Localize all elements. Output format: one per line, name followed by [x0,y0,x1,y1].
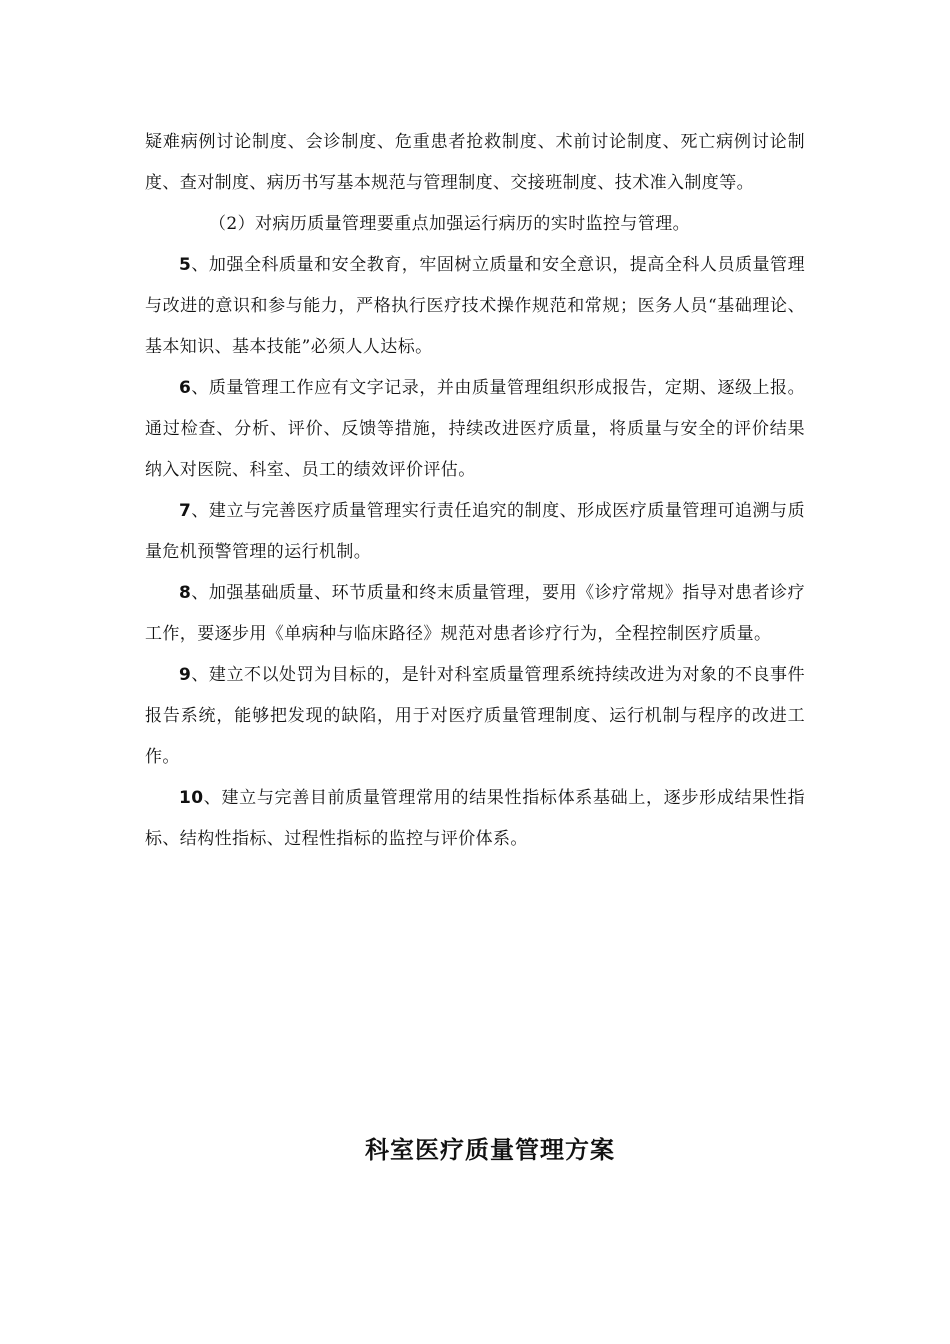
body-text [145,122,805,860]
item-number: 9 [179,665,192,685]
sub-item-2: （2）对病历质量管理要重点加强运行病历的实时监控与管理。 [209,214,691,234]
item-number: 10 [179,788,204,808]
item-5 [145,245,805,368]
item-number: 8 [179,583,192,603]
continuation-paragraph: 疑难病例讨论制度、会诊制度、危重患者抢救制度、术前讨论制度、死亡病例讨论制度、查对制度、病历书写基本规范与管理制度、交接班制度、技术准入制度等。 [145,132,805,193]
item-number: 5 [179,255,192,275]
item-number: 7 [179,501,192,521]
item-text: 、建立与完善目前质量管理常用的结果性指标体系基础上，逐步形成结果性指标、结构性指标、过程性指标的监控与评价体系。 [145,788,805,849]
item-10 [145,778,805,860]
item-8 [145,573,805,655]
item-number: 6 [179,378,192,398]
item-text: 、加强全科质量和安全教育，牢固树立质量和安全意识，提高全科人员质量管理与改进的意识和参与能力，严格执行医疗技术操作规范和常规；医务人员“基础理论、基本知识、基本技能”必须人人达标。 [145,255,805,357]
item-text: 、质量管理工作应有文字记录，并由质量管理组织形成报告，定期、逐级上报。通过检查、分析、评价、反馈等措施，持续改进医疗质量，将质量与安全的评价结果纳入对医院、科室、员工的绩效评价评估。 [145,378,805,480]
item-7 [145,491,805,573]
item-text: 、建立与完善医疗质量管理实行责任追究的制度、形成医疗质量管理可追溯与质量危机预警管理的运行机制。 [145,501,805,562]
item-6 [145,368,805,491]
item-text: 、加强基础质量、环节质量和终末质量管理，要用《诊疗常规》指导对患者诊疗工作，要逐步用《单病种与临床路径》规范对患者诊疗行为，全程控制医疗质量。 [145,583,805,644]
item-text: 、建立不以处罚为目标的，是针对科室质量管理系统持续改进为对象的不良事件报告系统，能够把发现的缺陷，用于对医疗质量管理制度、运行机制与程序的改进工作。 [145,665,805,767]
item-9 [145,655,805,778]
next-section-title: 科室医疗质量管理方案 [365,1136,615,1164]
